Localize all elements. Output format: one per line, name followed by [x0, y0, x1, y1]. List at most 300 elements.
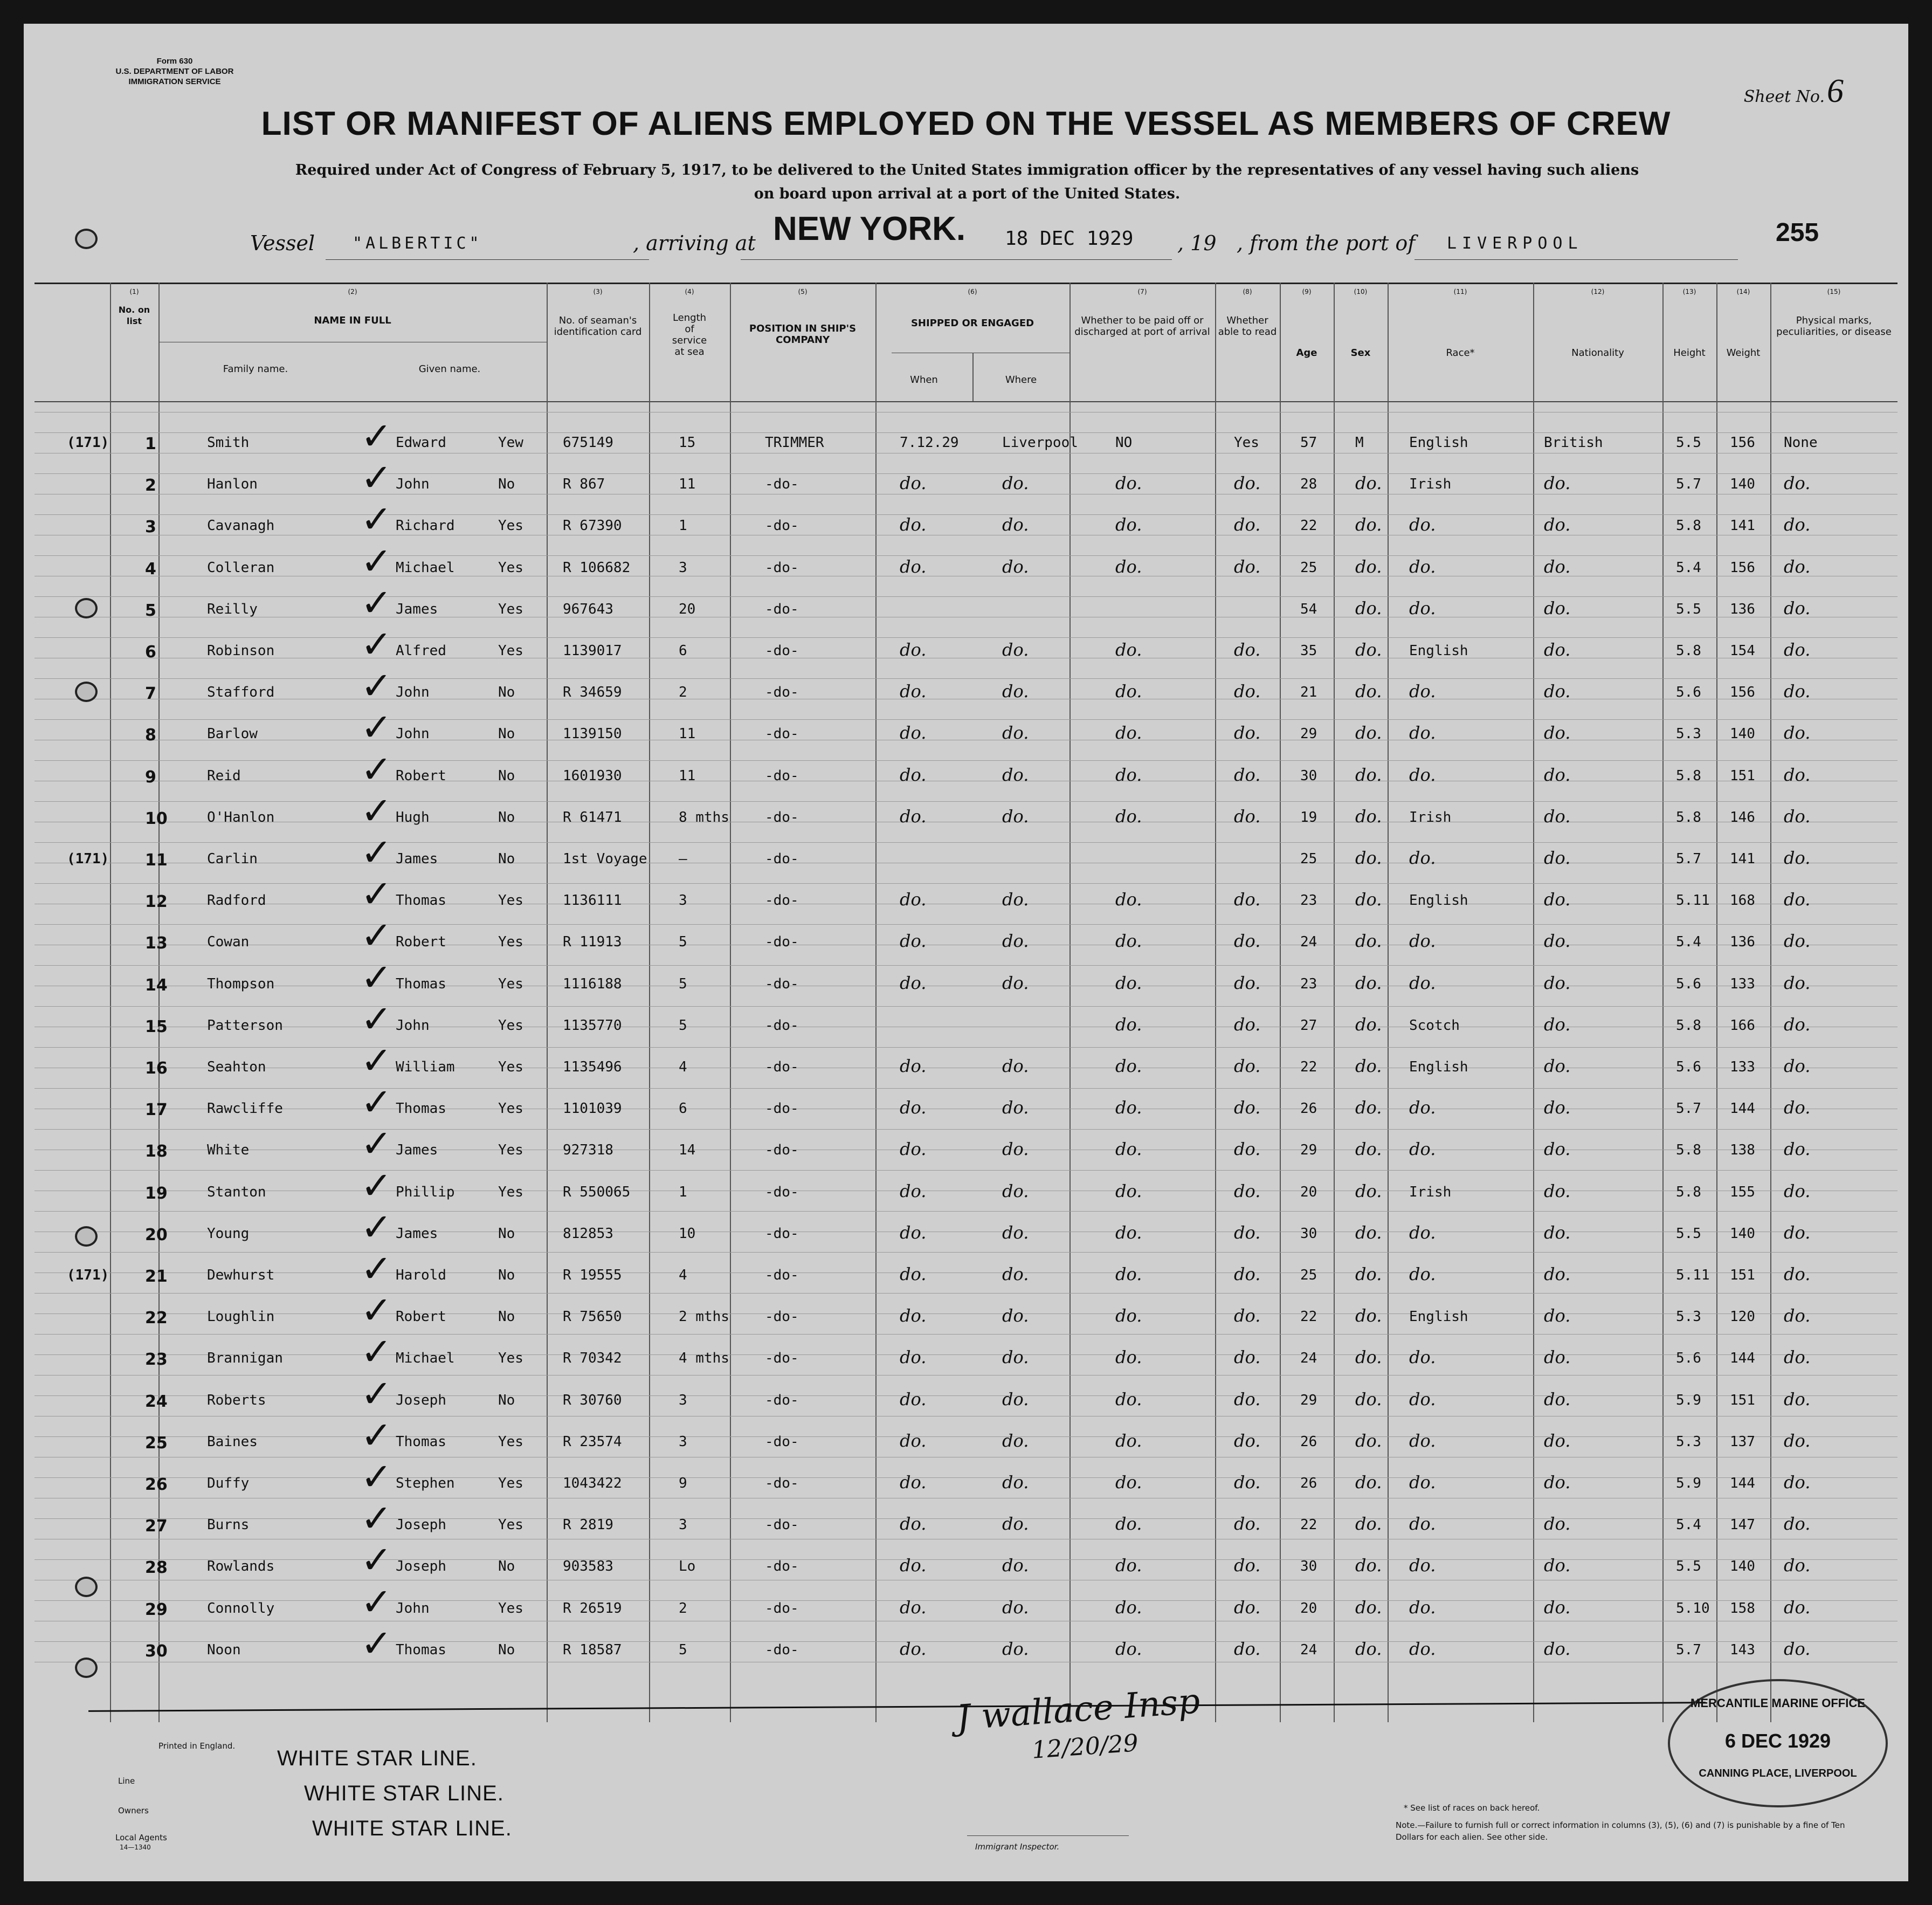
cell-position: -do-: [765, 684, 799, 701]
cell-height: 5.7: [1676, 1101, 1701, 1117]
cell-family: Smith: [207, 435, 250, 451]
cell-no: 12: [145, 892, 168, 912]
cell-nationality: do.: [1544, 1638, 1571, 1659]
cell-service: 6: [679, 1101, 687, 1117]
cell-where: do.: [1002, 556, 1029, 577]
ruled-line: [34, 1047, 1898, 1048]
cell-marks: None: [1784, 435, 1818, 451]
column-divider: [1334, 283, 1335, 1722]
mercantile-marine-stamp: [1668, 1679, 1888, 1807]
cell-race: do.: [1409, 723, 1436, 744]
cell-age: 29: [1300, 1142, 1317, 1159]
from-port: LIVERPOOL: [1447, 234, 1583, 253]
cell-card: R 23574: [563, 1433, 622, 1450]
cell-family: O'Hanlon: [207, 809, 275, 826]
ruled-line: [34, 1395, 1898, 1396]
cell-height: 5.6: [1676, 1059, 1701, 1075]
cell-nationality: do.: [1544, 1472, 1571, 1493]
subtitle-line-2: on board upon arrival at a port of the United States.: [754, 185, 1181, 202]
cell-able: do.: [1234, 1555, 1261, 1576]
cell-able: do.: [1234, 1472, 1261, 1493]
cell-age: 30: [1300, 1558, 1317, 1575]
check-mark-icon: ✓: [361, 539, 392, 583]
col-head-name-in-full: NAME IN FULL: [314, 315, 391, 326]
cell-race: do.: [1409, 1097, 1436, 1118]
cell-paid: do.: [1115, 1638, 1142, 1659]
cell-where: do.: [1002, 1638, 1029, 1659]
cell-no: 9: [145, 767, 156, 787]
sheet-number-label: Sheet No.: [1743, 87, 1825, 106]
cell-card: 1116188: [563, 975, 622, 992]
cell-given: Robert: [396, 934, 446, 951]
cell-age: 25: [1300, 851, 1317, 867]
cell-race: do.: [1409, 1139, 1436, 1160]
cell-nationality: British: [1544, 435, 1603, 451]
cell-service: 5: [679, 934, 687, 951]
cell-no: 29: [145, 1600, 168, 1619]
cell-card: 1043422: [563, 1475, 622, 1491]
cell-no: 27: [145, 1517, 168, 1536]
cell-family: Stanton: [207, 1184, 266, 1200]
punch-hole: [75, 1658, 98, 1678]
cell-service: 4 mths: [679, 1350, 729, 1367]
cell-age: 29: [1300, 1392, 1317, 1408]
cell-paid: do.: [1115, 1180, 1142, 1201]
cell-marks: do.: [1784, 848, 1811, 868]
cell-marks: do.: [1784, 1638, 1811, 1659]
cell-read: No: [498, 1225, 515, 1242]
cell-when: do.: [900, 681, 927, 702]
cell-service: 10: [679, 1225, 696, 1242]
cell-age: 27: [1300, 1017, 1317, 1034]
cell-read: Yes: [498, 1433, 523, 1450]
from-port-label: , from the port of: [1237, 231, 1416, 255]
cell-height: 5.8: [1676, 643, 1701, 659]
cell-sex: do.: [1355, 889, 1382, 910]
ruled-line: [34, 432, 1898, 433]
cell-sex: do.: [1355, 1388, 1382, 1409]
cell-nationality: do.: [1544, 806, 1571, 827]
cell-race: Irish: [1409, 476, 1452, 493]
inspector-signature: J wallace Insp: [955, 1681, 1202, 1738]
cell-weight: 144: [1730, 1475, 1755, 1491]
cell-nationality: do.: [1544, 1180, 1571, 1201]
cell-sex: do.: [1355, 1472, 1382, 1493]
cell-weight: 156: [1730, 559, 1755, 576]
cell-no: 15: [145, 1017, 168, 1036]
cell-height: 5.3: [1676, 1433, 1701, 1450]
cell-race: do.: [1409, 931, 1436, 952]
cell-card: 1139017: [563, 643, 622, 659]
check-mark-icon: ✓: [361, 830, 392, 875]
ruled-line: [34, 1293, 1898, 1294]
check-mark-icon: ✓: [361, 1039, 392, 1083]
check-mark-icon: ✓: [361, 1163, 392, 1208]
cell-where: do.: [1002, 1347, 1029, 1368]
cell-where: do.: [1002, 972, 1029, 993]
col-num-2: (2): [348, 288, 357, 295]
cell-weight: 155: [1730, 1184, 1755, 1200]
cell-sex: do.: [1355, 556, 1382, 577]
check-mark-icon: ✓: [361, 955, 392, 1000]
col-head-age: Age: [1296, 347, 1317, 359]
cell-where: do.: [1002, 681, 1029, 702]
cell-height: 5.8: [1676, 1017, 1701, 1034]
ruled-line: [34, 801, 1898, 802]
cell-family: Roberts: [207, 1392, 266, 1408]
printed-in-england: Printed in England.: [158, 1741, 236, 1751]
cell-read: No: [498, 1641, 515, 1658]
cell-given: Thomas: [396, 975, 446, 992]
cell-sex: do.: [1355, 1597, 1382, 1618]
cell-height: 5.4: [1676, 559, 1701, 576]
ruled-line: [34, 1600, 1898, 1601]
cell-no: 26: [145, 1475, 168, 1494]
cell-height: 5.11: [1676, 892, 1710, 909]
line-label: Line: [118, 1776, 135, 1786]
column-divider: [1280, 283, 1281, 1722]
race-footnote: * See list of races on back hereof.: [1404, 1803, 1540, 1813]
cell-race: do.: [1409, 972, 1436, 993]
cell-able: do.: [1234, 1056, 1261, 1076]
cell-where: do.: [1002, 764, 1029, 785]
cell-no: 18: [145, 1142, 168, 1161]
cell-where: do.: [1002, 1597, 1029, 1618]
column-divider: [158, 283, 160, 1722]
cell-read: Yes: [498, 1142, 523, 1159]
cell-race: Scotch: [1409, 1017, 1460, 1034]
cell-given: Joseph: [396, 1517, 446, 1533]
cell-race: do.: [1409, 1347, 1436, 1368]
cell-height: 5.8: [1676, 809, 1701, 826]
cell-paid: do.: [1115, 889, 1142, 910]
cell-given: Hugh: [396, 809, 430, 826]
cell-marks: do.: [1784, 931, 1811, 952]
ruled-line: [34, 1334, 1898, 1335]
ruled-line: [34, 678, 1898, 679]
cell-when: do.: [900, 1097, 927, 1118]
punch-hole: [75, 598, 98, 618]
cell-position: -do-: [765, 518, 799, 534]
col-num-10: (10): [1354, 288, 1368, 295]
cell-service: 3: [679, 1392, 687, 1408]
column-divider: [1533, 283, 1534, 1722]
cell-when: do.: [900, 514, 927, 535]
column-divider: [110, 283, 111, 1722]
cell-sex: do.: [1355, 848, 1382, 868]
check-mark-icon: ✓: [361, 414, 392, 458]
cell-card: R 18587: [563, 1641, 622, 1658]
cell-family: Stafford: [207, 684, 275, 701]
cell-weight: 141: [1730, 851, 1755, 867]
ruled-line: [34, 1518, 1898, 1519]
col-num-1: (1): [129, 288, 139, 295]
cell-race: English: [1409, 1059, 1468, 1075]
cell-able: do.: [1234, 639, 1261, 660]
col-head-race: Race*: [1446, 347, 1475, 359]
cell-family: Thompson: [207, 975, 275, 992]
cell-when: do.: [900, 1638, 927, 1659]
cell-position: -do-: [765, 1267, 799, 1283]
cell-no: 13: [145, 934, 168, 953]
cell-given: James: [396, 1142, 438, 1159]
cell-read: No: [498, 767, 515, 784]
punch-hole: [75, 1577, 98, 1597]
cell-nationality: do.: [1544, 1597, 1571, 1618]
cell-able: do.: [1234, 1305, 1261, 1326]
cell-card: 903583: [563, 1558, 613, 1575]
cell-when: do.: [900, 1180, 927, 1201]
cell-age: 20: [1300, 1184, 1317, 1200]
cell-when: do.: [900, 1056, 927, 1076]
ruled-line: [34, 514, 1898, 515]
cell-marks: do.: [1784, 1347, 1811, 1368]
cell-position: -do-: [765, 934, 799, 951]
cell-nationality: do.: [1544, 1222, 1571, 1243]
cell-age: 57: [1300, 435, 1317, 451]
ruled-line: [34, 637, 1898, 638]
cell-given: Richard: [396, 518, 455, 534]
col-num-8: (8): [1243, 288, 1252, 295]
cell-marks: do.: [1784, 1597, 1811, 1618]
cell-family: Reid: [207, 767, 241, 784]
cell-no: 7: [145, 684, 156, 704]
cell-sex: do.: [1355, 1180, 1382, 1201]
check-mark-icon: ✓: [361, 788, 392, 833]
cell-paid: do.: [1115, 1430, 1142, 1451]
cell-marks: do.: [1784, 681, 1811, 702]
form-header: [105, 56, 245, 87]
punch-hole: [75, 682, 98, 702]
cell-sex: do.: [1355, 764, 1382, 785]
rule: [741, 259, 1172, 260]
check-mark-icon: ✓: [361, 1496, 392, 1541]
cell-family: Patterson: [207, 1017, 283, 1034]
cell-sex: do.: [1355, 1014, 1382, 1035]
cell-able: do.: [1234, 681, 1261, 702]
cell-position: -do-: [765, 851, 799, 867]
side-mark: (171): [67, 435, 109, 451]
agents-value: WHITE STAR LINE.: [312, 1817, 512, 1840]
cell-race: do.: [1409, 681, 1436, 702]
cell-read: No: [498, 1392, 515, 1408]
cell-nationality: do.: [1544, 1388, 1571, 1409]
cell-read: Yes: [498, 1517, 523, 1533]
cell-marks: do.: [1784, 1305, 1811, 1326]
cell-card: R 75650: [563, 1309, 622, 1325]
ruled-line: [34, 1375, 1898, 1376]
ruled-line: [34, 1641, 1898, 1642]
cell-service: Lo: [679, 1558, 696, 1575]
cell-able: do.: [1234, 1388, 1261, 1409]
cell-paid: do.: [1115, 1514, 1142, 1535]
cell-marks: do.: [1784, 1264, 1811, 1284]
cell-weight: 143: [1730, 1641, 1755, 1658]
cell-card: 1136111: [563, 892, 622, 909]
col-head-position: POSITION IN SHIP'S COMPANY: [749, 323, 857, 346]
cell-when: do.: [900, 764, 927, 785]
cell-age: 30: [1300, 1225, 1317, 1242]
check-mark-icon: ✓: [361, 1122, 392, 1166]
cell-given: Joseph: [396, 1392, 446, 1408]
cell-no: 6: [145, 643, 156, 662]
cell-read: No: [498, 1558, 515, 1575]
cell-given: Edward: [396, 435, 446, 451]
cell-no: 1: [145, 435, 156, 453]
cell-sex: do.: [1355, 1555, 1382, 1576]
check-mark-icon: ✓: [361, 497, 392, 542]
cell-family: Carlin: [207, 851, 258, 867]
cell-position: -do-: [765, 643, 799, 659]
cell-position: -do-: [765, 1309, 799, 1325]
cell-age: 25: [1300, 559, 1317, 576]
inspector-date: 12/20/29: [1031, 1729, 1140, 1764]
cell-nationality: do.: [1544, 1139, 1571, 1160]
column-divider: [547, 283, 548, 1722]
check-mark-icon: ✓: [361, 1371, 392, 1416]
cell-where: do.: [1002, 1097, 1029, 1118]
cell-when: do.: [900, 1597, 927, 1618]
cell-family: Burns: [207, 1517, 250, 1533]
cell-age: 21: [1300, 684, 1317, 701]
cell-weight: 144: [1730, 1350, 1755, 1367]
cell-given: James: [396, 1225, 438, 1242]
cell-weight: 140: [1730, 726, 1755, 742]
col-num-14: (14): [1736, 288, 1750, 295]
cell-age: 26: [1300, 1475, 1317, 1491]
cell-able: Yes: [1234, 435, 1259, 451]
cell-service: 3: [679, 559, 687, 576]
manifest-number: 255: [1776, 218, 1819, 247]
sheet-number-value: 6: [1827, 73, 1844, 109]
cell-height: 5.6: [1676, 684, 1701, 701]
col-head-height: Height: [1673, 347, 1706, 359]
cell-service: 8 mths: [679, 809, 729, 826]
cell-card: 1139150: [563, 726, 622, 742]
line-value: WHITE STAR LINE.: [277, 1746, 477, 1770]
cell-race: do.: [1409, 1597, 1436, 1618]
cell-where: do.: [1002, 1222, 1029, 1243]
cell-position: -do-: [765, 1225, 799, 1242]
cell-card: R 106682: [563, 559, 631, 576]
cell-weight: 147: [1730, 1517, 1755, 1533]
cell-able: do.: [1234, 889, 1261, 910]
cell-height: 5.7: [1676, 851, 1701, 867]
cell-when: do.: [900, 1388, 927, 1409]
cell-marks: do.: [1784, 597, 1811, 618]
page-subtitle: [175, 159, 1760, 206]
cell-nationality: do.: [1544, 473, 1571, 494]
check-mark-icon: ✓: [361, 1205, 392, 1249]
cell-able: do.: [1234, 1597, 1261, 1618]
cell-family: Noon: [207, 1641, 241, 1658]
cell-race: do.: [1409, 514, 1436, 535]
cell-sex: do.: [1355, 1264, 1382, 1284]
cell-card: R 867: [563, 476, 605, 493]
cell-weight: 168: [1730, 892, 1755, 909]
cell-marks: do.: [1784, 889, 1811, 910]
cell-no: 8: [145, 726, 156, 745]
cell-race: do.: [1409, 1555, 1436, 1576]
column-divider: [1388, 283, 1389, 1722]
cell-when: do.: [900, 1430, 927, 1451]
cell-where: do.: [1002, 1388, 1029, 1409]
cell-card: 1135496: [563, 1059, 622, 1075]
owners-value: WHITE STAR LINE.: [304, 1782, 504, 1805]
cell-no: 17: [145, 1101, 168, 1120]
cell-able: do.: [1234, 764, 1261, 785]
cell-given: Phillip: [396, 1184, 455, 1200]
check-mark-icon: ✓: [361, 872, 392, 917]
subtitle-line-1: Required under Act of Congress of February 5, 1917, to be delivered to the United States immigration officer by the representatives of any vessel having such aliens: [295, 162, 1639, 178]
cell-nationality: do.: [1544, 723, 1571, 744]
cell-when: do.: [900, 1472, 927, 1493]
cell-weight: 151: [1730, 767, 1755, 784]
cell-paid: do.: [1115, 1305, 1142, 1326]
cell-weight: 140: [1730, 1225, 1755, 1242]
cell-where: do.: [1002, 514, 1029, 535]
stamp-bottom-text: CANNING PLACE, LIVERPOOL: [1699, 1768, 1857, 1779]
cell-nationality: do.: [1544, 681, 1571, 702]
cell-card: R 67390: [563, 518, 622, 534]
cell-where: do.: [1002, 1430, 1029, 1451]
cell-read: No: [498, 1309, 515, 1325]
cell-able: do.: [1234, 1139, 1261, 1160]
punch-hole: [75, 229, 98, 249]
form-department: U.S. DEPARTMENT OF LABOR: [115, 67, 234, 76]
cell-paid: NO: [1115, 435, 1133, 451]
cell-where: do.: [1002, 723, 1029, 744]
cell-no: 23: [145, 1350, 168, 1370]
cell-race: do.: [1409, 1264, 1436, 1284]
cell-position: -do-: [765, 892, 799, 909]
col-head-nationality: Nationality: [1571, 347, 1624, 359]
cell-paid: do.: [1115, 806, 1142, 827]
fine-note: Note.—Failure to furnish full or correct information in columns (3), (5), (6) and (7) is punishable by a fine of Ten Dollars for each alien. See other side.: [1396, 1820, 1845, 1842]
rule: [326, 259, 649, 260]
cell-card: R 70342: [563, 1350, 622, 1367]
cell-race: Irish: [1409, 809, 1452, 826]
cell-position: -do-: [765, 975, 799, 992]
cell-weight: 156: [1730, 684, 1755, 701]
col-head-where: Where: [1005, 374, 1037, 386]
cell-family: Barlow: [207, 726, 258, 742]
cell-position: -do-: [765, 1350, 799, 1367]
cell-when: do.: [900, 931, 927, 952]
cell-able: do.: [1234, 514, 1261, 535]
column-divider: [730, 283, 731, 1722]
cell-no: 30: [145, 1641, 168, 1661]
check-mark-icon: ✓: [361, 1579, 392, 1624]
cell-no: 25: [145, 1433, 168, 1453]
cell-sex: do.: [1355, 1430, 1382, 1451]
cell-marks: do.: [1784, 1430, 1811, 1451]
cell-sex: M: [1355, 435, 1364, 451]
cell-no: 5: [145, 601, 156, 620]
cell-read: Yes: [498, 934, 523, 951]
cell-where: do.: [1002, 1180, 1029, 1201]
closing-rule: [88, 1702, 1706, 1712]
cell-able: do.: [1234, 556, 1261, 577]
cell-position: -do-: [765, 1433, 799, 1450]
cell-sex: do.: [1355, 931, 1382, 952]
column-divider: [1070, 283, 1071, 1722]
cell-family: Colleran: [207, 559, 275, 576]
cell-nationality: do.: [1544, 1347, 1571, 1368]
cell-card: 927318: [563, 1142, 613, 1159]
cell-paid: do.: [1115, 764, 1142, 785]
ruled-line: [34, 1088, 1898, 1089]
